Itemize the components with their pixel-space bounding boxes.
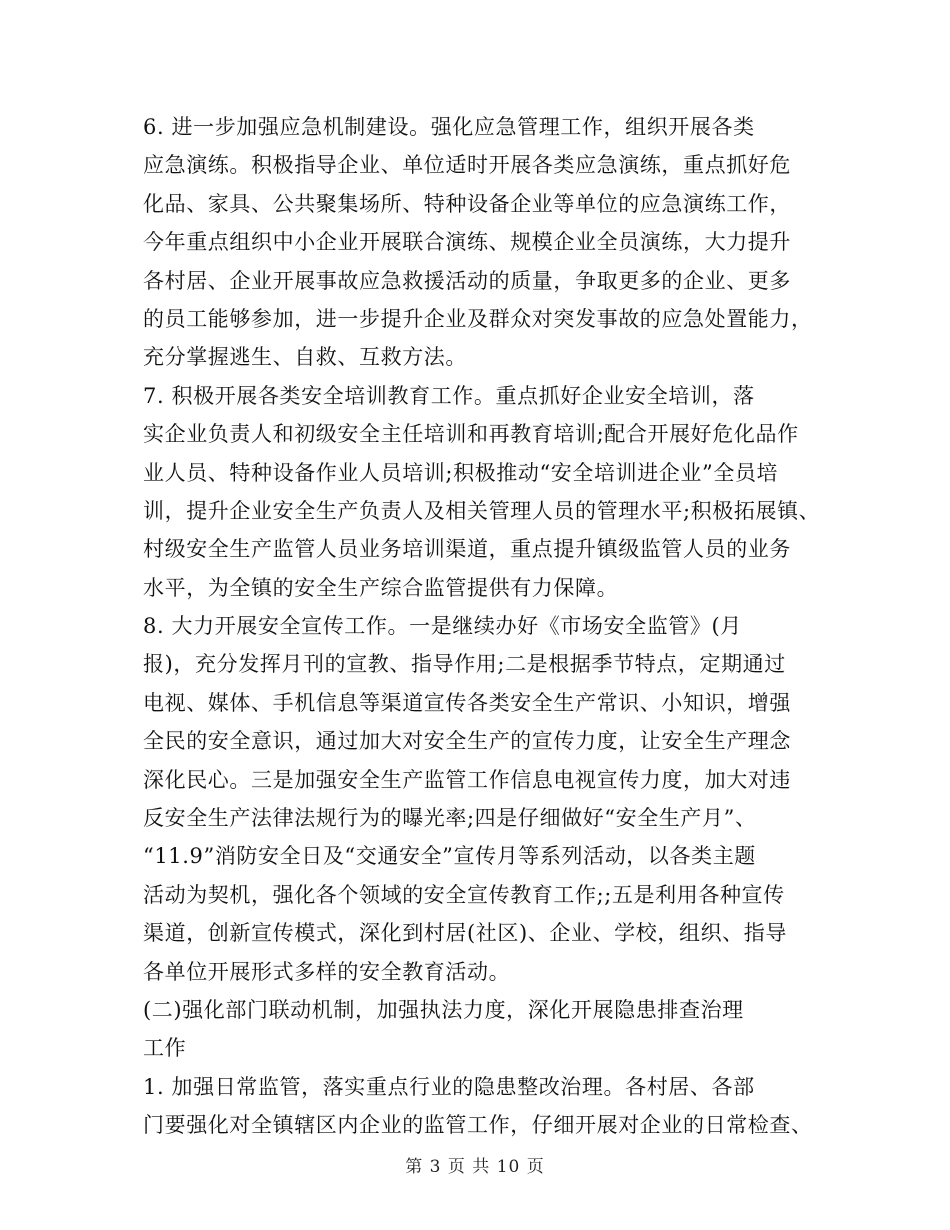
text-line: 8. 大力开展安全宣传工作。一是继续办好《市场安全监管》(月 (143, 614, 742, 639)
text-line: 业人员、特种设备作业人员培训;积极推动“安全培训进企业”全员培 (143, 460, 779, 485)
text-line: 充分掌握逃生、自救、互救方法。 (143, 345, 467, 370)
text-line: 水平，为全镇的安全生产综合监管提供有力保障。 (143, 575, 619, 600)
text-line: 全民的安全意识，通过加大对安全生产的宣传力度，让安全生产理念 (143, 729, 791, 754)
text-line: (二)强化部门联动机制，加强执法力度，深化开展隐患排查治理 (143, 997, 744, 1022)
text-line: 应急演练。积极指导企业、单位适时开展各类应急演练，重点抓好危 (143, 153, 791, 178)
text-line: 的员工能够参加，进一步提升企业及群众对突发事故的应急处置能力， (143, 306, 813, 331)
body-text (143, 108, 821, 1145)
text-line: “11.9”消防安全日及“交通安全”宣传月等系列活动，以各类主题 (143, 844, 756, 869)
text-line: 训，提升企业安全生产负责人及相关管理人员的管理水平;积极拓展镇、 (143, 498, 821, 523)
text-line: 报)，充分发挥月刊的宣教、指导作用;二是根据季节特点，定期通过 (143, 652, 786, 677)
text-line: 各单位开展形式多样的安全教育活动。 (143, 959, 511, 984)
text-line: 活动为契机，强化各个领域的安全宣传教育工作;;五是利用各种宣传 (143, 882, 785, 907)
text-line: 今年重点组织中小企业开展联合演练、规模企业全员演练，大力提升 (143, 230, 791, 255)
text-line: 渠道，创新宣传模式，深化到村居(社区)、企业、学校，组织、指导 (143, 921, 787, 946)
text-line: 各村居、企业开展事故应急救援活动的质量，争取更多的企业、更多 (143, 268, 791, 293)
text-line: 7. 积极开展各类安全培训教育工作。重点抓好企业安全培训，落 (143, 383, 755, 408)
text-line: 门要强化对全镇辖区内企业的监管工作，仔细开展对企业的日常检查、 (143, 1113, 813, 1138)
text-line: 电视、媒体、手机信息等渠道宣传各类安全生产常识、小知识，增强 (143, 690, 791, 715)
text-line: 1. 加强日常监管，落实重点行业的隐患整改治理。各村居、各部 (143, 1074, 755, 1099)
page-number-footer: 第 3 页 共 10 页 (405, 1157, 545, 1177)
text-line: 深化民心。三是加强安全生产监管工作信息电视宣传力度，加大对违 (143, 767, 791, 792)
text-line: 6. 进一步加强应急机制建设。强化应急管理工作，组织开展各类 (143, 115, 755, 139)
text-line: 化品、家具、公共聚集场所、特种设备企业等单位的应急演练工作， (143, 191, 791, 216)
text-line: 村级安全生产监管人员业务培训渠道，重点提升镇级监管人员的业务 (143, 537, 791, 562)
text-line: 实企业负责人和初级安全主任培训和再教育培训;配合开展好危化品作 (143, 422, 799, 447)
text-line: 反安全生产法律法规行为的曝光率;四是仔细做好“安全生产月”、 (143, 806, 757, 831)
text-line: 工作 (143, 1036, 187, 1061)
